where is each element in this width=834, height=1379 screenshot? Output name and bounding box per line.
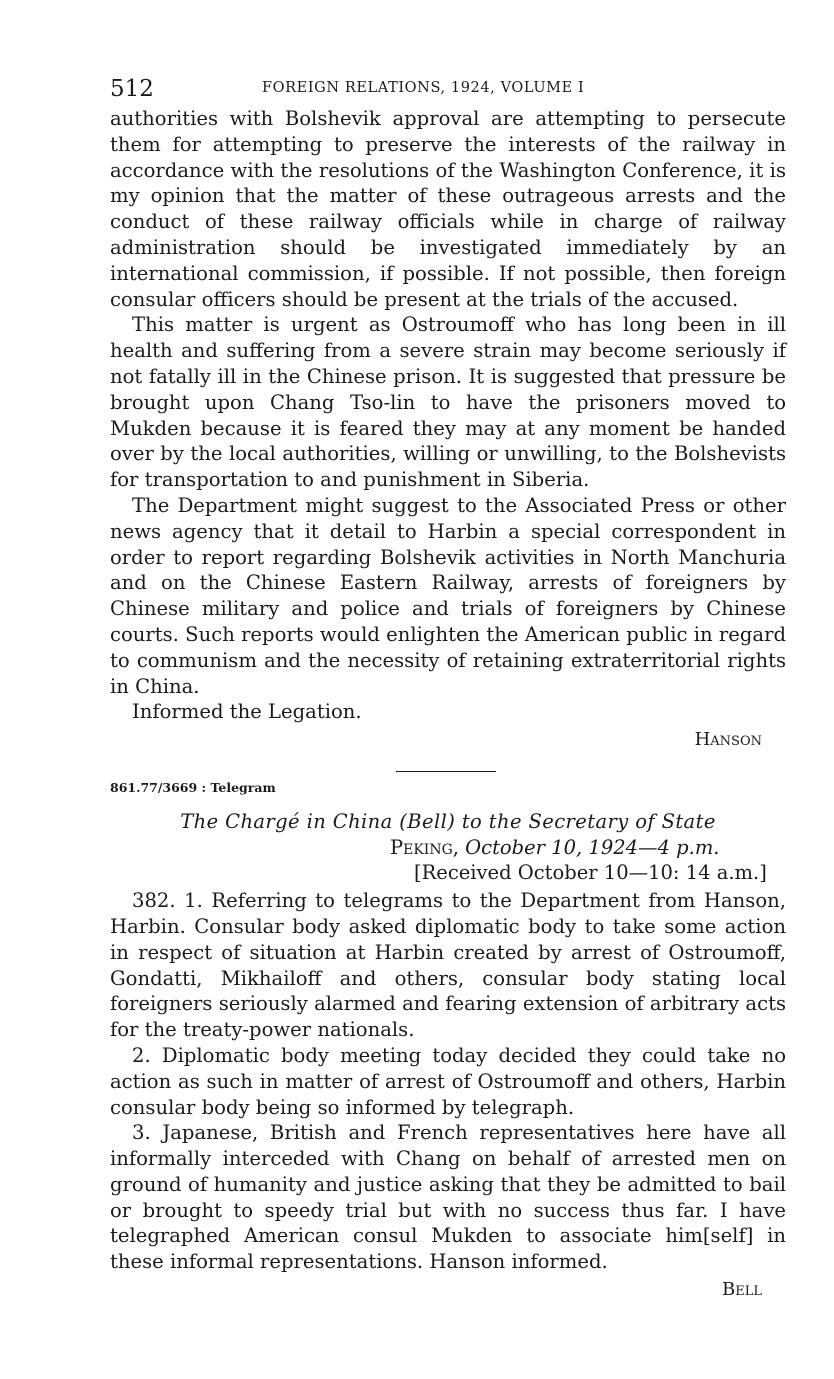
document-page bbox=[110, 72, 786, 1303]
section-divider bbox=[396, 771, 496, 772]
file-number: 861.77/3669 : Telegram bbox=[110, 780, 276, 796]
telegram-paragraph: 2. Diplomatic body meeting today decided they could take no action as such in matter of arrest of Ostroumoff and others, Harbin consular body being so informed by telegraph. bbox=[110, 1043, 786, 1119]
running-header-title: FOREIGN RELATIONS, 1924, VOLUME I bbox=[262, 80, 585, 96]
telegram-paragraph: 3. Japanese, British and French representatives here have all informally interceded with Chang on behalf of arrested men on ground of humanity and justice asking that they be admitted to bail or brought to speedy trial but with no success thus far. I have telegraphed American consul Mukden to associate him[self] in these informal representations. Hanson informed. bbox=[110, 1121, 786, 1274]
dateline bbox=[390, 835, 786, 860]
dateline-date: October 10, 1924—4 p.m. bbox=[465, 836, 720, 860]
signature-bell: Bell bbox=[722, 1279, 762, 1301]
signature-hanson: Hanson bbox=[694, 729, 762, 751]
dateline-place: Peking, bbox=[390, 836, 459, 860]
body-paragraph: The Department might suggest to the Associated Press or other news agency that it detail to Harbin a special correspondent in order to report regarding Bolshevik activities in North Manchuria and on the Chinese Eastern Railway, arrests of foreigners by Chinese military and police and trials of foreigners by Chinese courts. Such reports would enlighten the American public in regard to communism and the necessity of retaining extraterritorial rights in China. bbox=[110, 493, 786, 698]
body-paragraph: authorities with Bolshevik approval are attempting to persecute them for attempting to preserve the interests of the railway in accordance with the resolutions of the Washington Conference, it is my opinion that the matter of these outrageous arrests and the conduct of these railway officials while in charge of railway administration should be investigated immediately by an international commission, if possible. If not possible, then foreign consular officers should be present at the trials of the accused. bbox=[110, 107, 786, 311]
running-header bbox=[110, 72, 786, 106]
page-number: 512 bbox=[110, 76, 154, 102]
document-title: The Chargé in China (Bell) to the Secretary of State bbox=[180, 810, 716, 834]
body-paragraph: This matter is urgent as Ostroumoff who has long been in ill health and suffering from a severe strain may become seriously if not fatally ill in the Chinese prison. It is suggested that pressure be brought upon Chang Tso-lin to have the prisoners moved to Mukden because it is feared they may at any moment be handed over by the local authorities, willing or unwilling, to the Bolshevists for transportation to and punishment in Siberia. bbox=[110, 313, 786, 492]
body-paragraph: Informed the Legation. bbox=[132, 700, 362, 724]
telegram-paragraph: 382. 1. Referring to telegrams to the Department from Hanson, Harbin. Consular body asked diplomatic body to take some action in respect of situation at Harbin created by arrest of Ostroumoff, Gondatti, Mikhailoff and others, consular body stating local foreigners seriously alarmed and fearing extension of arbitrary acts for the treaty-power nationals. bbox=[110, 889, 786, 1042]
received-note: [Received October 10—10: 14 a.m.] bbox=[414, 861, 767, 885]
